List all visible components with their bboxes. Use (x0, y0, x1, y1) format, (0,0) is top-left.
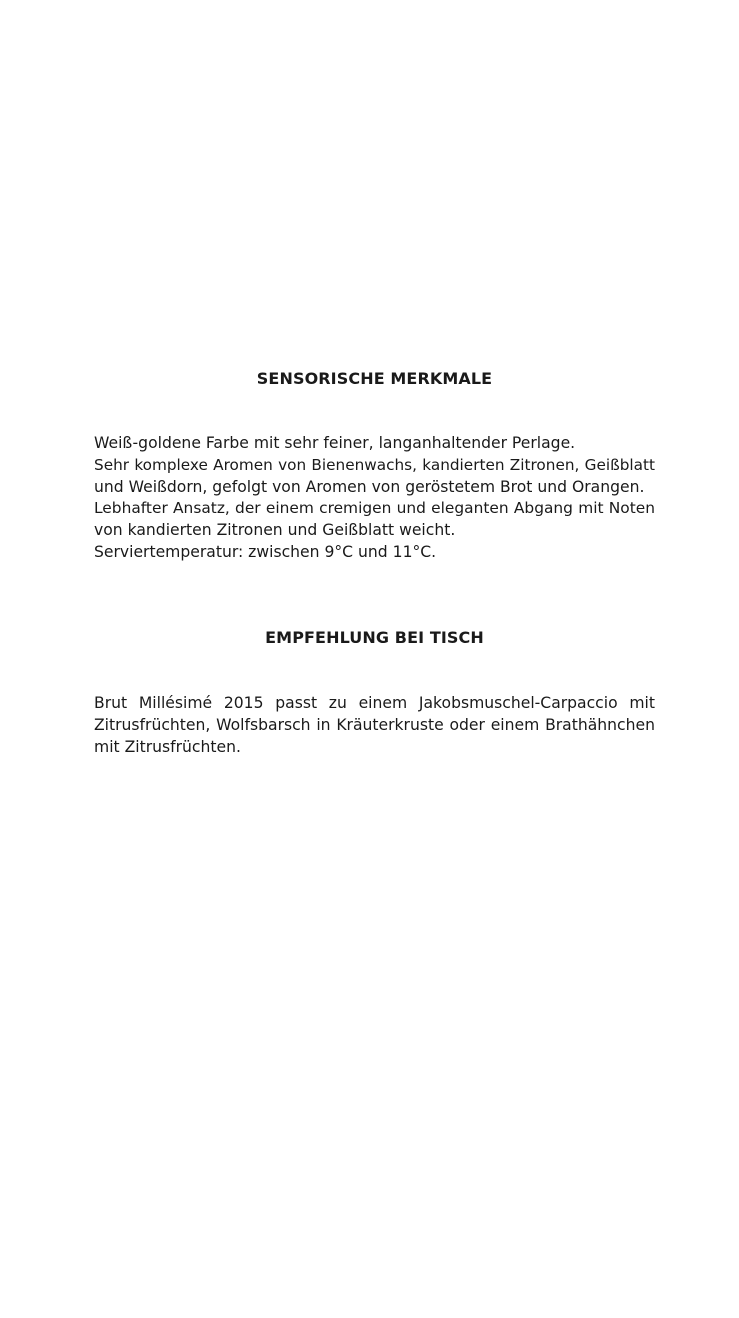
text-line: Brut Millésimé 2015 passt zu einem Jakobsmuschel-Carpaccio mit (94, 694, 655, 712)
text-line: Weiß-goldene Farbe mit sehr feiner, langanhaltender Perlage. (94, 434, 576, 452)
text-line: und Weißdorn, gefolgt von Aromen von geröstetem Brot und Orangen. (94, 477, 645, 496)
pairing-description (94, 693, 655, 758)
text-line: Lebhafter Ansatz, der einem cremigen und eleganten Abgang mit Noten (94, 499, 655, 518)
text-line: Serviertemperatur: zwischen 9°C und 11°C. (94, 542, 437, 561)
text-line: von kandierten Zitronen und Geißblatt weicht. (94, 521, 456, 540)
section-heading-sensory: SENSORISCHE MERKMALE (256, 369, 493, 388)
sensory-description (94, 433, 655, 564)
text-line: Zitrusfrüchten, Wolfsbarsch in Kräuterkruste oder einem Brathähnchen (94, 715, 655, 734)
section-heading-pairing: EMPFEHLUNG BEI TISCH (265, 628, 484, 647)
text-line: Sehr komplexe Aromen von Bienenwachs, kandierten Zitronen, Geißblatt (94, 455, 655, 474)
text-line: mit Zitrusfrüchten. (94, 737, 241, 756)
